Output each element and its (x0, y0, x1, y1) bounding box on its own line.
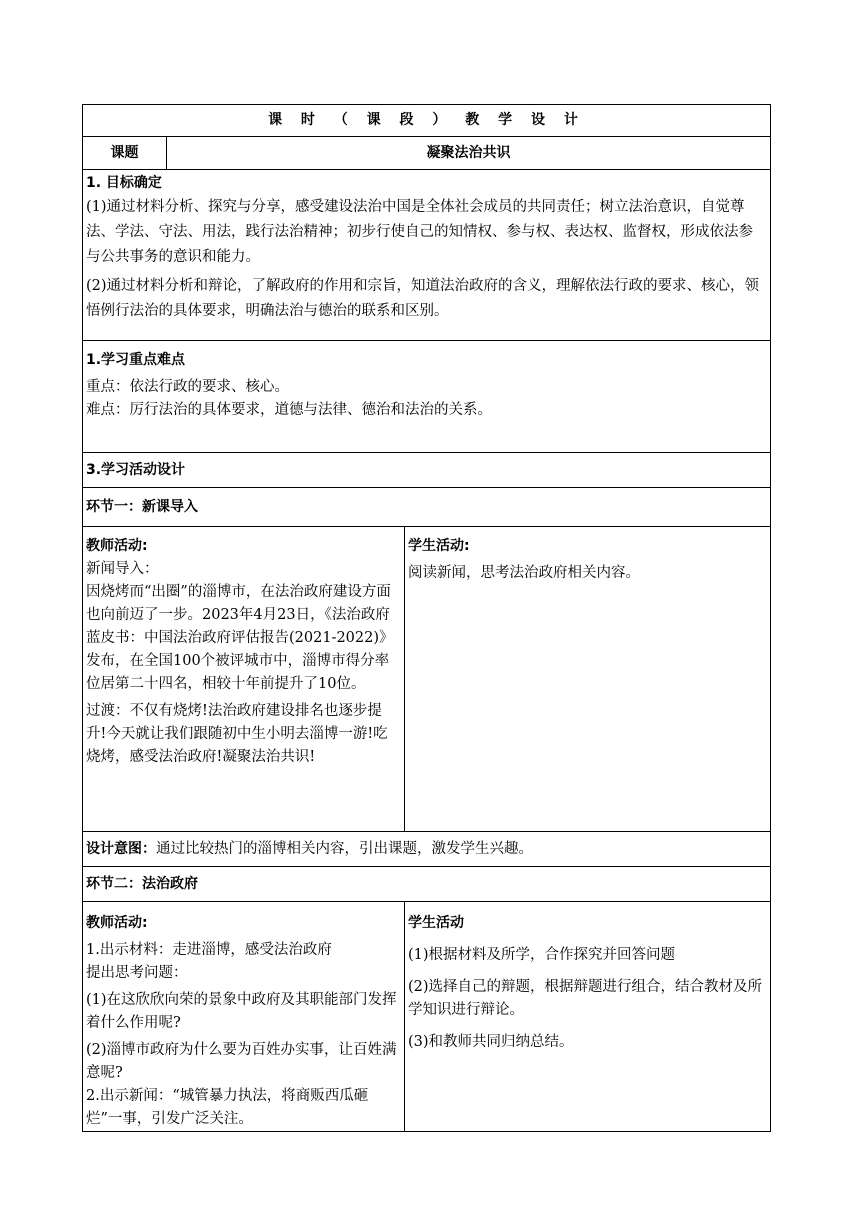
section2-teacher-line-4: (2)淄博市政府为什么要为百姓办实事，让百姓满意呢? (86, 1042, 397, 1081)
section1-teacher-cell (83, 527, 405, 832)
goal-item-1: (1)通过材料分析、探究与分享，感受建设法治中国是全体社会成员的共同责任；树立法治意识，自觉尊法、学法、守法、用法，践行法治精神；初步行使自己的知情权、参与权、表达权、监督权，形成依法参与公共事务的意识和能力。 (86, 199, 753, 265)
section2-teacher-cell (83, 902, 405, 1132)
keypoints-cell (83, 341, 771, 453)
section1-student-label: 学生活动: (408, 538, 470, 554)
lesson-plan-sheet (82, 104, 770, 1132)
section2-teacher-line-1: 1.出示材料：走进淄博，感受法治政府 (86, 942, 332, 958)
section1-design-cell (83, 832, 771, 867)
section2-teacher-line-3: (1)在这欣欣向荣的景象中政府及其职能部门发挥着什么作用呢? (86, 992, 397, 1031)
goals-cell (83, 170, 771, 341)
section2-teacher-line-2: 提出思考问题： (86, 965, 188, 981)
section1-student-cell (405, 527, 771, 832)
section2-student-line-3: (3)和教师共同归纳总结。 (408, 1034, 574, 1050)
page-title: 课 时 （ 课 段 ） 教 学 设 计 (83, 105, 771, 137)
topic-label: 课题 (83, 137, 167, 170)
activity-heading: 3.学习活动设计 (83, 453, 771, 488)
keypoints-heading: 1.学习重点难点 (86, 352, 186, 368)
section2-heading-row (83, 867, 771, 902)
section1-student-text: 阅读新闻，思考法治政府相关内容。 (408, 565, 640, 581)
section1-teacher-line-3: 过渡：不仅有烧烤!法治政府建设排名也逐步提升!今天就让我们跟随初中生小明去淄博一游!吃烧烤，感受法治政府!凝聚法治共识! (86, 703, 388, 765)
goal-item-2: (2)通过材料分析和辩论，了解政府的作用和宗旨，知道法治政府的含义，理解依法行政的要求、核心，领悟例行法治的具体要求，明确法治与德治的联系和区别。 (86, 278, 760, 319)
activity-heading-row (83, 453, 771, 488)
section2-student-label: 学生活动 (408, 915, 464, 931)
section2-teacher-label: 教师活动: (86, 915, 148, 931)
goals-heading: 1. 目标确定 (86, 175, 162, 191)
section1-teacher-line-2: 因烧烤而“出圈”的淄博市，在法治政府建设方面也向前迈了一步。2023年4月23日，《法治政府蓝皮书：中国法治政府评估报告(2021-2022)》发布，在全国100个被评城市中，淄博市得分率位居第二十四名，相较十年前提升了10位。 (86, 584, 394, 692)
section1-teacher-label: 教师活动: (86, 538, 148, 554)
topic-value: 凝聚法治共识 (167, 137, 771, 170)
section2-heading: 环节二：法治政府 (83, 867, 771, 902)
title-row (83, 105, 771, 137)
keypoints-difficulty: 难点：厉行法治的具体要求，道德与法律、德治和法治的关系。 (86, 402, 492, 418)
section2-student-cell (405, 902, 771, 1132)
section1-heading: 环节一：新课导入 (83, 488, 771, 527)
section1-activities-row (83, 527, 771, 832)
section2-student-line-1: (1)根据材料及所学，合作探究并回答问题 (408, 947, 676, 963)
keypoints-focus: 重点：依法行政的要求、核心。 (86, 379, 289, 395)
section1-heading-row (83, 488, 771, 527)
lesson-plan-table (82, 104, 771, 1132)
topic-row (83, 137, 771, 170)
section2-student-line-2: (2)选择自己的辩题，根据辩题进行组合，结合教材及所学知识进行辩论。 (408, 979, 763, 1018)
goals-row (83, 170, 771, 341)
section1-teacher-line-1: 新闻导入： (86, 561, 159, 577)
section1-design-row (83, 832, 771, 867)
keypoints-row (83, 341, 771, 453)
section1-design-text: 通过比较热门的淄博相关内容，引出课题，激发学生兴趣。 (156, 840, 533, 857)
section2-teacher-line-5: 2.出示新闻：“城管暴力执法，将商贩西瓜砸烂”一事，引发广泛关注。 (86, 1088, 369, 1127)
section1-design-label: 设计意图： (86, 840, 156, 857)
section2-activities-row (83, 902, 771, 1132)
